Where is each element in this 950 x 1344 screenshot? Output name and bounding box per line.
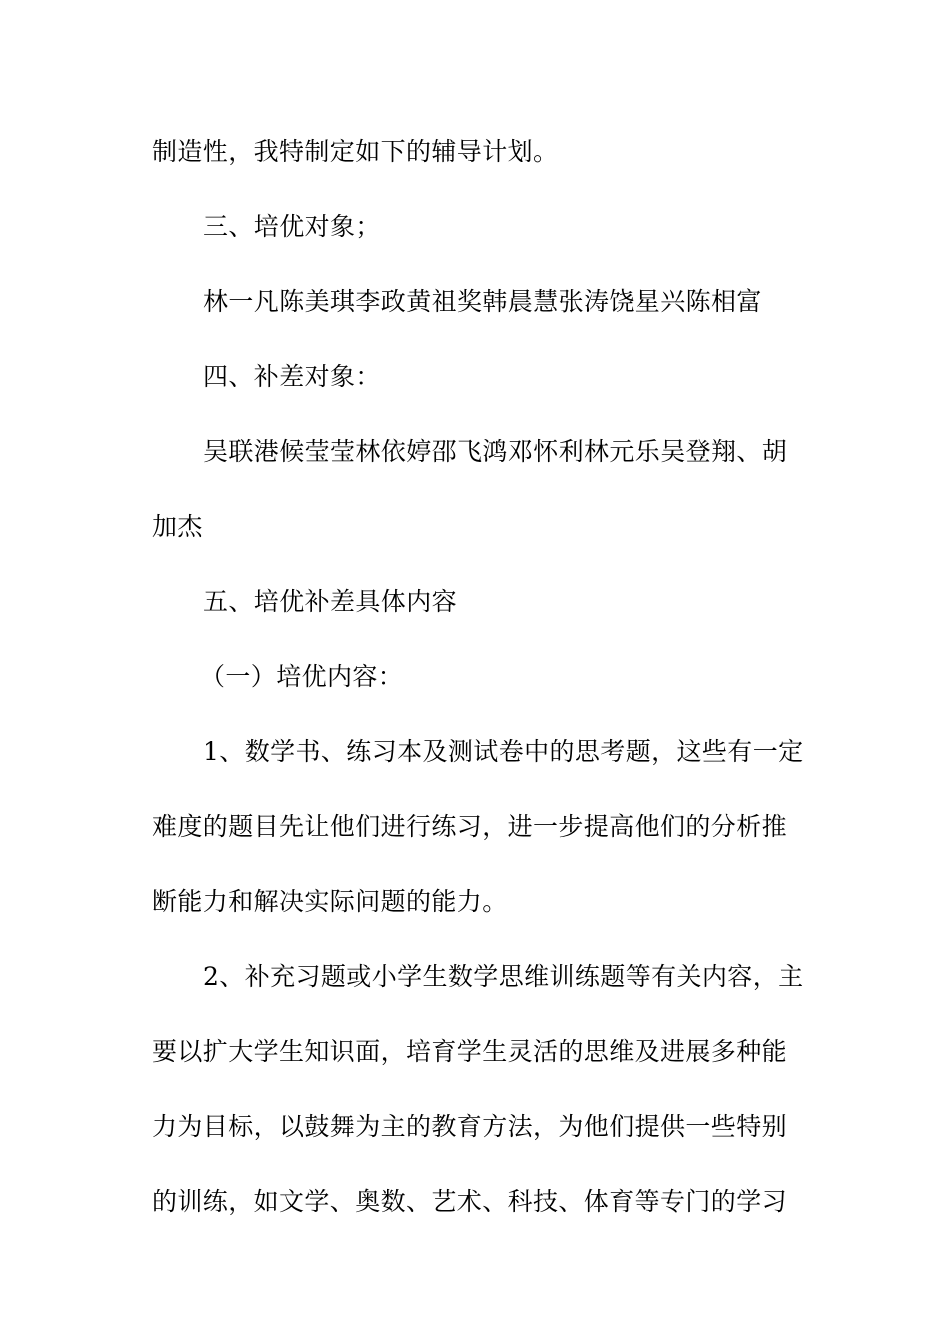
item-2-line-2: 要以扩大学生知识面，培育学生灵活的思维及进展多种能 — [152, 1037, 788, 1066]
subsection-heading-excellent-content: （一）培优内容： — [200, 662, 404, 691]
section-heading-remedial-students: 四、补差对象： — [203, 362, 381, 391]
item-1-line-2: 难度的题目先让他们进行练习，进一步提高他们的分析推 — [152, 812, 788, 841]
remedial-students-list-continued: 加杰 — [152, 512, 203, 541]
remedial-students-list: 吴联港候莹莹林依婷邵飞鸿邓怀利林元乐吴登翔、胡 — [203, 437, 788, 466]
section-heading-specific-content: 五、培优补差具体内容 — [203, 587, 458, 616]
section-heading-excellent-students: 三、培优对象； — [203, 212, 381, 241]
paragraph-continuation: 制造性，我特制定如下的辅导计划。 — [152, 137, 559, 166]
item-2-line-1: 2、补充习题或小学生数学思维训练题等有关内容，主 — [203, 962, 804, 991]
item-1-line-1: 1、数学书、练习本及测试卷中的思考题，这些有一定 — [203, 737, 804, 766]
excellent-students-list: 林一凡陈美琪李政黄祖奖韩晨慧张涛饶星兴陈相富 — [203, 287, 762, 316]
item-1-line-3: 断能力和解决实际问题的能力。 — [152, 887, 508, 916]
item-2-line-3: 力为目标，以鼓舞为主的教育方法，为他们提供一些特别 — [152, 1112, 788, 1141]
item-2-line-4: 的训练，如文学、奥数、艺术、科技、体育等专门的学习 — [152, 1187, 788, 1216]
